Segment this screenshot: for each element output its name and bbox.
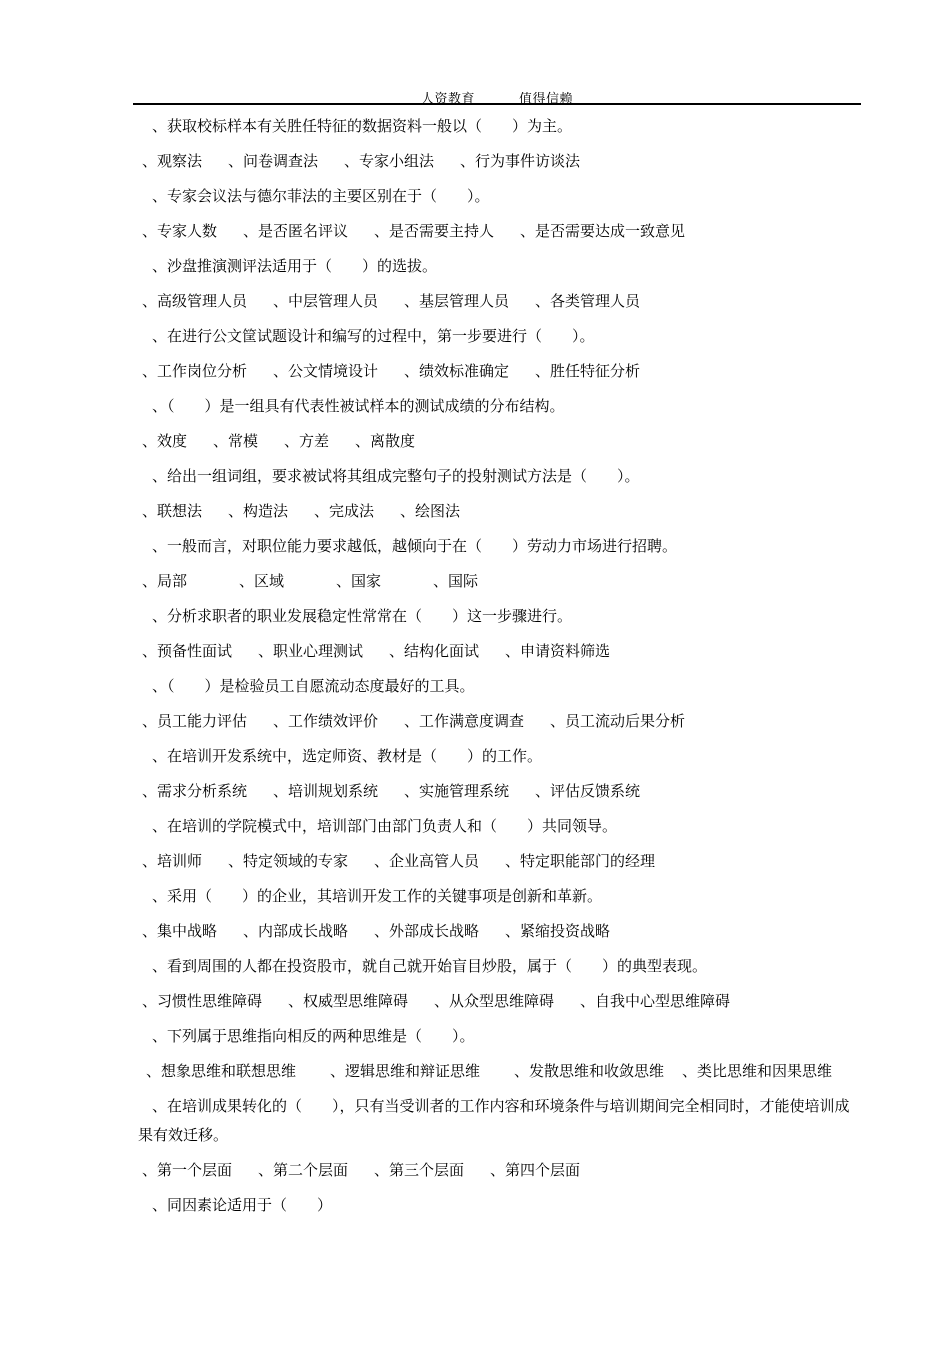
question-item (138, 392, 863, 456)
option-row (142, 147, 863, 176)
question-item (138, 462, 863, 526)
option-row (142, 707, 863, 736)
option-b: 、职业心理测试 (258, 642, 364, 660)
question-item (138, 1092, 863, 1185)
option-a: 、预备性面试 (142, 642, 233, 660)
option-c: 、实施管理系统 (404, 782, 510, 800)
option-a: 、局部 (142, 572, 188, 590)
option-d: 、国际 (433, 572, 479, 590)
option-row (142, 917, 863, 946)
option-a: 、集中战略 (142, 922, 218, 940)
option-a: 、专家人数 (142, 222, 218, 240)
option-a: 、第一个层面 (142, 1161, 233, 1179)
question-text: 、在培训成果转化的（ ），只有当受训者的工作内容和环境条件与培训期间完全相同时，才能使培训成果有效迁移。 (138, 1097, 850, 1144)
option-d: 、是否需要达成一致意见 (520, 222, 686, 240)
option-c: 、发散思维和收敛思维 (514, 1062, 665, 1080)
question-text: 、（ ）是检验员工自愿流动态度最好的工具。 (152, 677, 475, 695)
option-c: 、从众型思维障碍 (434, 992, 555, 1010)
question-text: 、获取校标样本有关胜任特征的数据资料一般以（ ）为主。 (152, 117, 573, 135)
question-item (138, 112, 863, 176)
option-d: 、员工流动后果分析 (550, 712, 686, 730)
question-item (138, 672, 863, 736)
question-text: 、专家会议法与德尔菲法的主要区别在于（ ）。 (152, 187, 490, 205)
option-b: 、逻辑思维和辩证思维 (330, 1062, 481, 1080)
question-text: 、（ ）是一组具有代表性被试样本的测试成绩的分布结构。 (152, 397, 565, 415)
option-row (142, 987, 863, 1016)
question-item (138, 1191, 863, 1220)
option-b: 、第二个层面 (258, 1161, 349, 1179)
option-b: 、构造法 (228, 502, 289, 520)
option-row (142, 637, 863, 666)
header-right-text: 值得信赖 (519, 92, 574, 107)
option-c: 、绩效标准确定 (404, 362, 510, 380)
option-row (142, 287, 863, 316)
question-text: 、下列属于思维指向相反的两种思维是（ ）。 (152, 1027, 475, 1045)
question-text: 、在进行公文筐试题设计和编写的过程中，第一步要进行（ ）。 (152, 327, 595, 345)
option-b: 、特定领域的专家 (228, 852, 349, 870)
question-list (138, 112, 863, 1226)
option-d: 、申请资料筛选 (505, 642, 611, 660)
option-row (142, 567, 863, 596)
option-row (142, 1156, 863, 1185)
option-c: 、企业高管人员 (374, 852, 480, 870)
question-item (138, 812, 863, 876)
option-d: 、紧缩投资战略 (505, 922, 611, 940)
option-d: 、各类管理人员 (535, 292, 641, 310)
option-b: 、工作绩效评价 (273, 712, 379, 730)
question-item (138, 1022, 863, 1086)
option-d: 、特定职能部门的经理 (505, 852, 656, 870)
option-b: 、中层管理人员 (273, 292, 379, 310)
question-text: 、在培训开发系统中，选定师资、教材是（ ）的工作。 (152, 747, 543, 765)
option-d: 、自我中心型思维障碍 (580, 992, 731, 1010)
option-d: 、类比思维和因果思维 (682, 1062, 833, 1080)
question-text: 、在培训的学院模式中，培训部门由部门负责人和（ ）共同领导。 (152, 817, 618, 835)
option-a: 、效度 (142, 432, 188, 450)
option-row (142, 357, 863, 386)
question-item (138, 532, 863, 596)
option-row (138, 1057, 863, 1086)
header-rule (133, 103, 861, 105)
option-row (142, 217, 863, 246)
option-d: 、行为事件访谈法 (460, 152, 581, 170)
option-row (142, 497, 863, 526)
option-c: 、第三个层面 (374, 1161, 465, 1179)
option-a: 、想象思维和联想思维 (146, 1062, 297, 1080)
question-item (138, 252, 863, 316)
option-a: 、需求分析系统 (142, 782, 248, 800)
option-c: 、专家小组法 (344, 152, 435, 170)
option-b: 、内部成长战略 (243, 922, 349, 940)
question-item (138, 182, 863, 246)
option-d: 、第四个层面 (490, 1161, 581, 1179)
option-a: 、观察法 (142, 152, 203, 170)
question-text: 、沙盘推演测评法适用于（ ）的选拔。 (152, 257, 438, 275)
option-c: 、工作满意度调查 (404, 712, 525, 730)
question-item (138, 952, 863, 1016)
question-item (138, 742, 863, 806)
question-text: 、一般而言，对职位能力要求越低，越倾向于在（ ）劳动力市场进行招聘。 (152, 537, 678, 555)
question-text: 、同因素论适用于（ ） (152, 1196, 333, 1214)
option-c: 、外部成长战略 (374, 922, 480, 940)
question-text: 、分析求职者的职业发展稳定性常常在（ ）这一步骤进行。 (152, 607, 573, 625)
option-d: 、评估反馈系统 (535, 782, 641, 800)
option-c: 、方差 (284, 432, 330, 450)
question-item (138, 602, 863, 666)
option-c: 、结构化面试 (389, 642, 480, 660)
option-a: 、培训师 (142, 852, 203, 870)
question-text: 、给出一组词组，要求被试将其组成完整句子的投射测试方法是（ ）。 (152, 467, 640, 485)
option-row (142, 427, 863, 456)
option-row (142, 777, 863, 806)
option-b: 、是否匿名评议 (243, 222, 349, 240)
option-d: 、离散度 (355, 432, 416, 450)
question-item (138, 882, 863, 946)
option-a: 、习惯性思维障碍 (142, 992, 263, 1010)
question-item (138, 322, 863, 386)
header-left-text: 人资教育 (421, 92, 476, 107)
option-d: 、胜任特征分析 (535, 362, 641, 380)
option-b: 、常模 (213, 432, 259, 450)
question-text: 、采用（ ）的企业，其培训开发工作的关键事项是创新和革新。 (152, 887, 603, 905)
option-c: 、是否需要主持人 (374, 222, 495, 240)
option-a: 、联想法 (142, 502, 203, 520)
page-header (133, 86, 861, 107)
option-b: 、区域 (239, 572, 285, 590)
option-b: 、权威型思维障碍 (288, 992, 409, 1010)
option-c: 、国家 (336, 572, 382, 590)
option-b: 、培训规划系统 (273, 782, 379, 800)
option-c: 、基层管理人员 (404, 292, 510, 310)
option-b: 、公文情境设计 (273, 362, 379, 380)
option-a: 、工作岗位分析 (142, 362, 248, 380)
option-b: 、问卷调查法 (228, 152, 319, 170)
option-row (142, 847, 863, 876)
option-d: 、绘图法 (400, 502, 461, 520)
question-text: 、看到周围的人都在投资股市，就自己就开始盲目炒股，属于（ ）的典型表现。 (152, 957, 708, 975)
option-a: 、高级管理人员 (142, 292, 248, 310)
option-a: 、员工能力评估 (142, 712, 248, 730)
option-c: 、完成法 (314, 502, 375, 520)
